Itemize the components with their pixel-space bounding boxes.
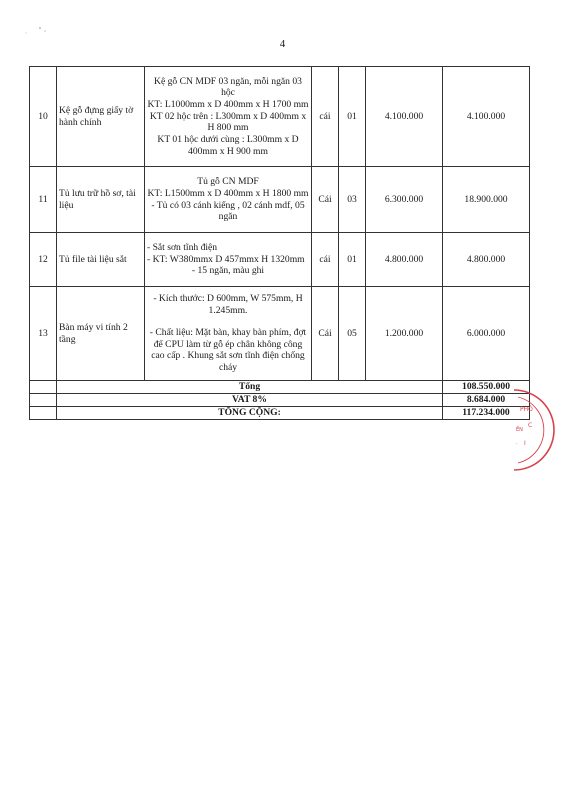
svg-text:·: ·	[516, 441, 518, 447]
row-unit-price: 4.100.000	[366, 67, 443, 167]
svg-text:PHÒ: PHÒ	[520, 406, 533, 413]
row-total: 6.000.000	[443, 287, 530, 381]
row-description	[145, 67, 312, 167]
grand-total-label: TỔNG CỘNG:	[57, 407, 443, 420]
row-unit: cái	[312, 67, 339, 167]
grand-total-row	[30, 407, 530, 420]
row-total: 18.900.000	[443, 167, 530, 233]
desc-line: Kệ gỗ CN MDF 03 ngăn, mỗi ngăn 03 hộc	[154, 75, 302, 99]
table-row	[30, 67, 530, 167]
desc-line: KT: L1500mm x D 400mm x H 1800 mm	[147, 187, 309, 199]
desc-line: - 15 ngăn, màu ghi	[191, 265, 265, 277]
row-stt: 13	[30, 287, 57, 381]
subtotal-value: 108.550.000	[443, 381, 530, 394]
desc-line: Tủ gỗ CN MDF	[197, 176, 259, 188]
grand-total-value: 117.234.000	[443, 407, 530, 420]
desc-line: KT: L1000mm x D 400mm x H 1700 mm	[147, 98, 309, 110]
row-unit: cái	[312, 233, 339, 287]
subtotal-row	[30, 381, 530, 394]
row-stt: 12	[30, 233, 57, 287]
row-name: Tủ file tài liệu sắt	[57, 233, 145, 287]
row-total: 4.800.000	[443, 233, 530, 287]
row-quantity: 01	[339, 233, 366, 287]
table-row	[30, 287, 530, 381]
table-row	[30, 233, 530, 287]
desc-line: KT 02 hộc trên : L300mm x D 400mm x H 800 mm	[149, 110, 307, 134]
desc-line: - Tủ có 03 cánh kiếng , 02 cánh mdf, 05 ngăn	[151, 199, 305, 223]
desc-line: - KT: W380mmx D 457mmx H 1320mm	[147, 253, 305, 265]
row-stt: 11	[30, 167, 57, 233]
page-number: 4	[279, 38, 286, 50]
row-stt: 10	[30, 67, 57, 167]
row-name: Tủ lưu trữ hồ sơ, tài liệu	[57, 167, 145, 233]
subtotal-label: Tổng	[57, 381, 443, 394]
table-row	[30, 167, 530, 233]
row-total: 4.100.000	[443, 67, 530, 167]
desc-line: - Kích thước: D 600mm, W 575mm, H 1.245mm.	[153, 293, 303, 317]
row-unit-price: 6.300.000	[366, 167, 443, 233]
row-quantity: 05	[339, 287, 366, 381]
row-description	[145, 233, 312, 287]
desc-line: - Sắt sơn tĩnh điện	[147, 241, 218, 253]
row-quantity: 03	[339, 167, 366, 233]
official-stamp	[502, 385, 565, 475]
row-name: Kệ gỗ đựng giấy tờ hành chính	[57, 67, 145, 167]
desc-line: KT 01 hộc dưới cùng : L300mm x D 400mm x H 900 mm	[157, 134, 299, 157]
vat-value: 8.684.000	[443, 394, 530, 407]
scan-specks	[18, 18, 58, 38]
row-unit-price: 4.800.000	[366, 233, 443, 287]
row-description	[145, 167, 312, 233]
row-unit-price: 1.200.000	[366, 287, 443, 381]
row-unit: Cái	[312, 167, 339, 233]
svg-text:ẾN: ẾN	[516, 427, 523, 433]
desc-line: - Chất liệu: Mặt bàn, khay bàn phím, đợt để CPU làm từ gỗ ép chân không công cao cấp . Khung sắt sơn tĩnh điện chống cháy	[149, 326, 307, 373]
row-name: Bàn máy vi tính 2 tầng	[57, 287, 145, 381]
row-unit: Cái	[312, 287, 339, 381]
svg-text:C: C	[528, 422, 533, 429]
items-table	[29, 66, 530, 420]
row-quantity: 01	[339, 67, 366, 167]
row-description	[145, 287, 312, 381]
svg-text:I: I	[524, 440, 526, 447]
vat-label: VAT 8%	[57, 394, 443, 407]
vat-row	[30, 394, 530, 407]
